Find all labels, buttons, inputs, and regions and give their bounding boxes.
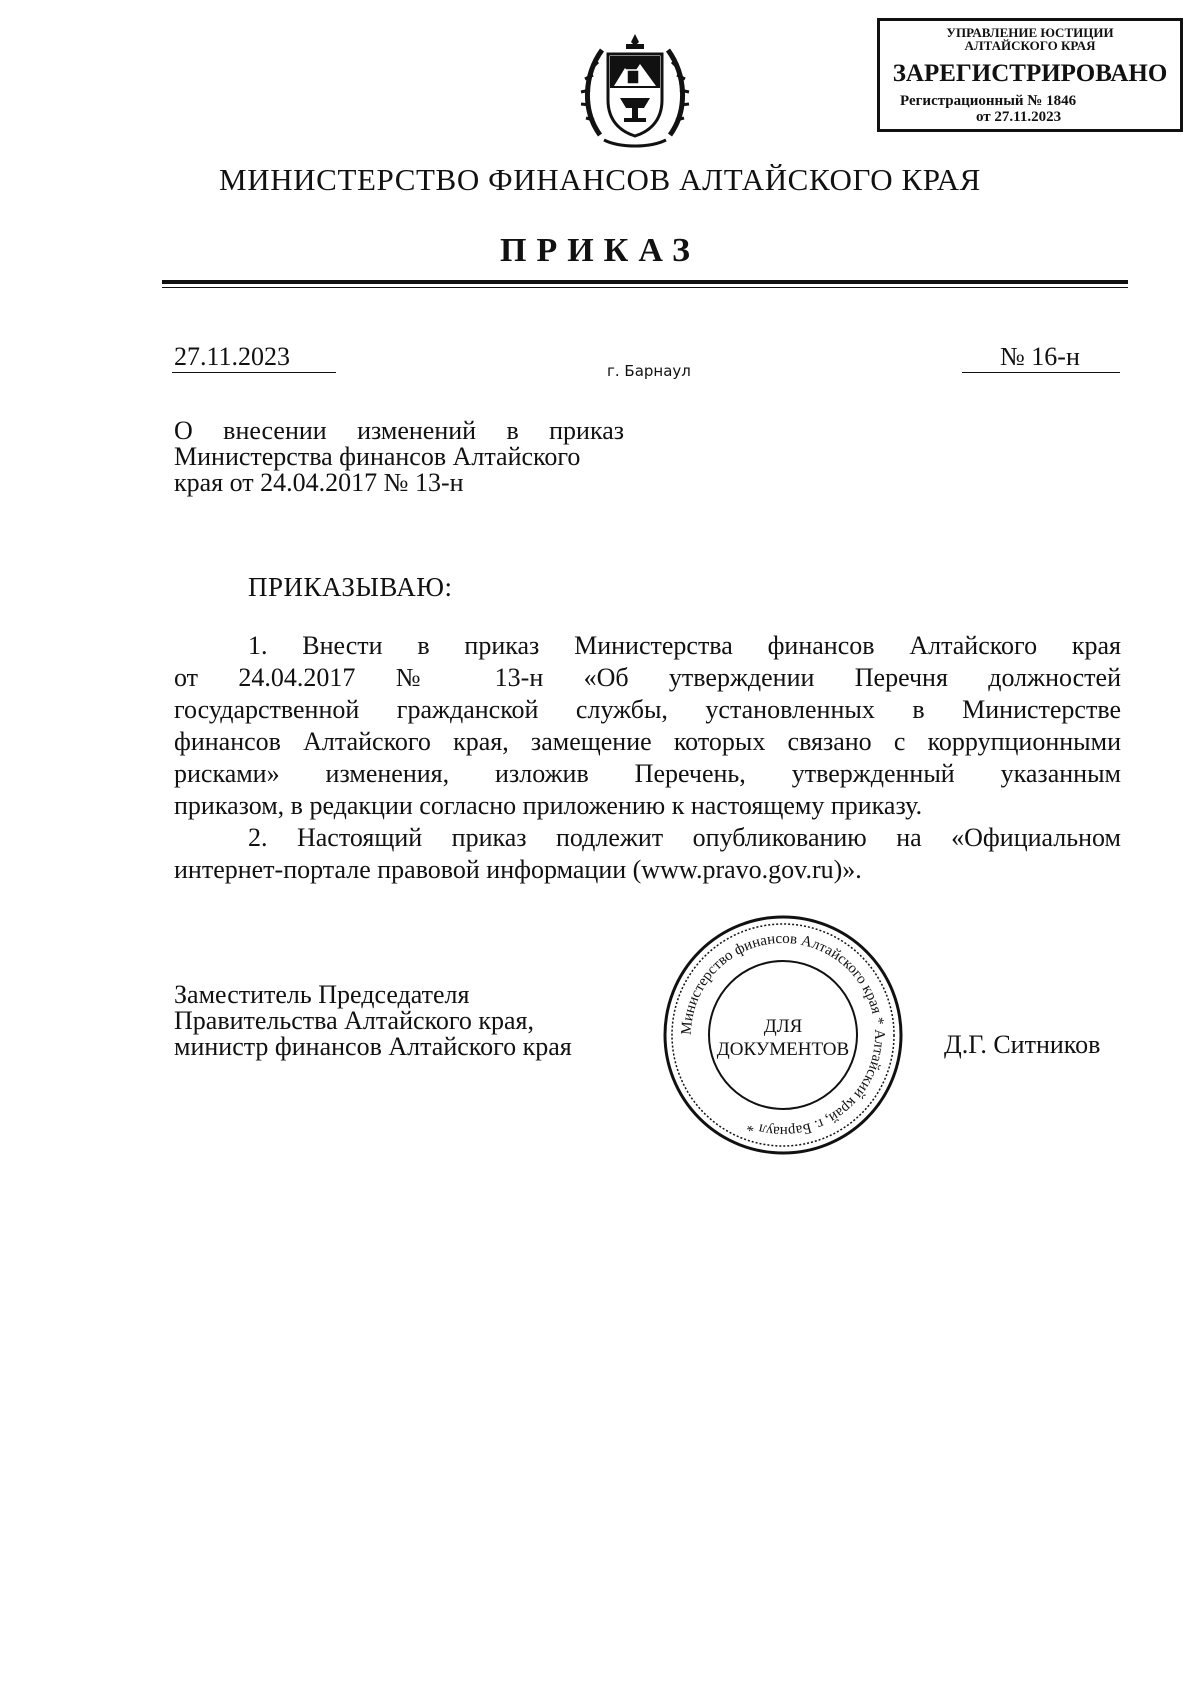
registration-region: АЛТАЙСКОГО КРАЯ [964,38,1096,53]
signer-position-line: министр финансов Алтайского края [174,1032,572,1061]
document-type-heading: ПРИКАЗ [500,232,700,269]
registration-office: УПРАВЛЕНИЕ ЮСТИЦИИ [946,25,1114,40]
registration-date: от 27.11.2023 [976,109,1062,125]
body-line: финансов Алтайского края, замещение которых связано с коррупционными [174,727,1121,756]
registration-status: ЗАРЕГИСТРИРОВАНО [892,60,1168,87]
header-divider-thin [162,287,1128,288]
signer-position [174,982,572,1060]
header-divider-thick [162,280,1128,284]
order-date-underline [172,372,336,373]
order-number: № 16-н [1000,342,1080,371]
signer-name: Д.Г. Ситников [944,1030,1101,1059]
seal-outer-text: Министерство финансов Алтайского края * Алтайский край, г. Барнаул * [678,930,888,1140]
registration-stamp [877,18,1183,132]
order-date: 27.11.2023 [174,342,291,371]
body-line: государственной гражданской службы, установленных в Министерстве [174,695,1121,724]
body-line: 1. Внести в приказ Министерства финансов Алтайского края [248,631,1121,660]
ministry-title: МИНИСТЕРСТВО ФИНАНСОВ АЛТАЙСКОГО КРАЯ [219,162,981,197]
order-city: г. Барнаул [607,362,691,380]
order-subject [174,418,624,496]
seal-center-line: ДЛЯ [763,1016,803,1037]
body-line: приказом, в редакции согласно приложению к настоящему приказу. [174,791,923,820]
order-body [174,630,1121,886]
registration-number: Регистрационный № 1846 [900,93,1077,109]
order-verb: ПРИКАЗЫВАЮ: [248,572,453,602]
body-line: от 24.04.2017 № 13-н «Об утверждении Перечня должностей [174,663,1121,692]
order-number-underline [962,372,1120,373]
signer-position-line: Правительства Алтайского края, [174,1006,535,1035]
body-line: 2. Настоящий приказ подлежит опубликованию на «Официальном [248,823,1121,852]
body-line: интернет-портале правовой информации (www.pravo.gov.ru)». [174,855,862,884]
seal-center-line: ДОКУМЕНТОВ [716,1039,850,1060]
subject-line: О внесении изменений в приказ [174,416,624,445]
subject-line: края от 24.04.2017 № 13-н [174,468,464,497]
official-seal [660,912,906,1158]
body-line: рисками» изменения, изложив Перечень, утвержденный указанным [174,759,1121,788]
subject-line: Министерства финансов Алтайского [174,442,581,471]
signer-position-line: Заместитель Председателя [174,980,470,1009]
coat-of-arms-emblem [580,30,690,148]
